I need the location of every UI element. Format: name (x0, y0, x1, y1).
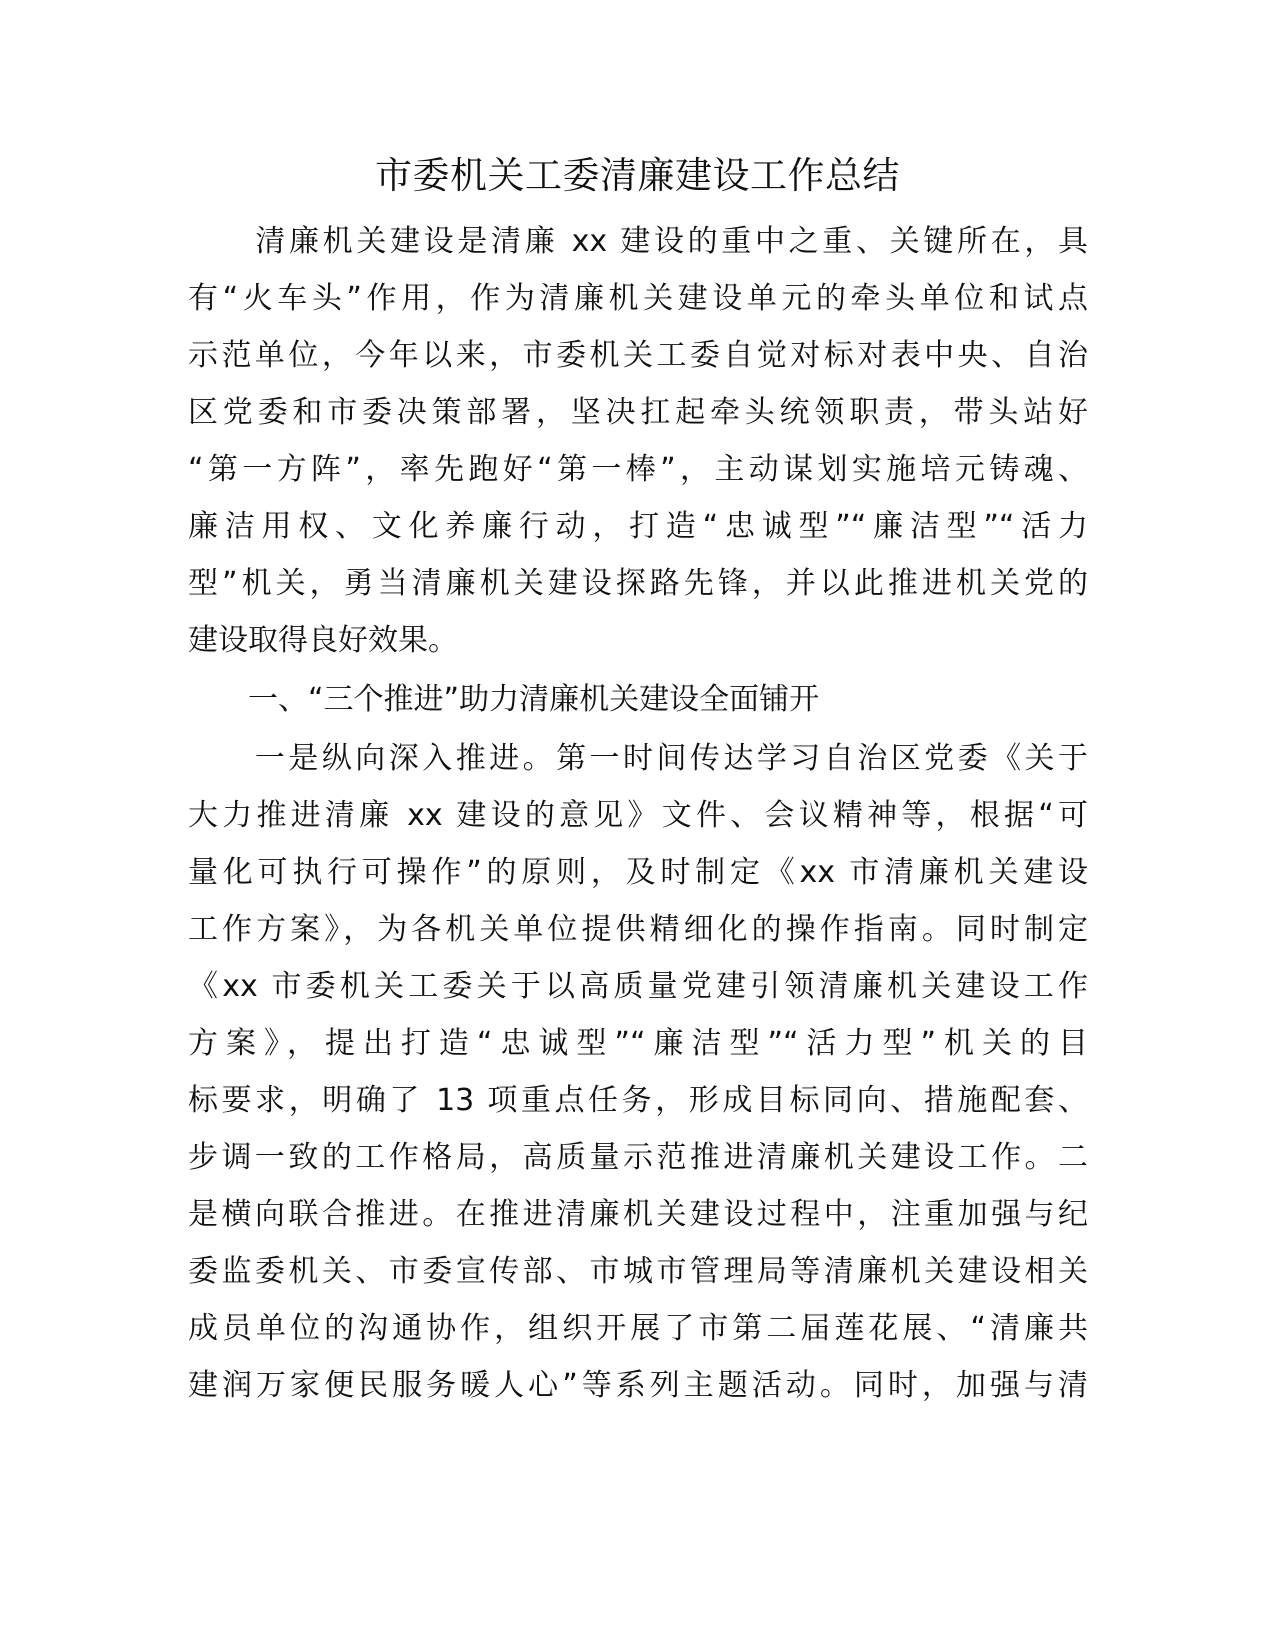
body-line-6: 廉洁用权、文化养廉行动，打造“忠诚型”“廉洁型”“活力 (188, 509, 1088, 544)
body-line-7: 型”机关，勇当清廉机关建设探路先锋，并以此推进机关党的 (188, 566, 1088, 601)
body-line-18: 委监委机关、市委宣传部、市城市管理局等清廉机关建设相关 (188, 1254, 1088, 1289)
body-line-9: 一是纵向深入推进。第一时间传达学习自治区党委《关于 (188, 741, 1088, 776)
body-line-14: 方案》，提出打造“忠诚型”“廉洁型”“活力型”机关的目 (188, 1026, 1088, 1061)
body-line-20: 建润万家便民服务暖人心”等系列主题活动。同时，加强与清 (188, 1368, 1088, 1403)
document-title: 市委机关工委清廉建设工作总结 (375, 154, 900, 197)
body-line-4: 区党委和市委决策部署，坚决扛起牵头统领职责，带头站好 (188, 395, 1088, 430)
body-line-17: 是横向联合推进。在推进清廉机关建设过程中，注重加强与纪 (188, 1197, 1088, 1232)
body-line-3: 示范单位，今年以来，市委机关工委自觉对标对表中央、自治 (188, 338, 1088, 373)
body-line-16: 步调一致的工作格局，高质量示范推进清廉机关建设工作。二 (188, 1140, 1088, 1175)
body-line-5: “第一方阵”，率先跑好“第一棒”，主动谋划实施培元铸魂、 (188, 452, 1088, 487)
body-line-12: 工作方案》，为各机关单位提供精细化的操作指南。同时制定 (188, 912, 1088, 947)
body-line-19: 成员单位的沟通协作，组织开展了市第二届莲花展、“清廉共 (188, 1311, 1088, 1346)
body-line-11: 量化可执行可操作”的原则，及时制定《xx 市清廉机关建设 (188, 855, 1088, 890)
section-heading-1: 一、“三个推进”助力清廉机关建设全面铺开 (188, 682, 820, 717)
body-line-1: 清廉机关建设是清廉 xx 建设的重中之重、关键所在，具 (188, 224, 1088, 259)
body-line-8: 建设取得良好效果。 (188, 623, 458, 658)
body-line-2: 有“火车头”作用，作为清廉机关建设单元的牵头单位和试点 (188, 281, 1088, 316)
body-line-13: 《xx 市委机关工委关于以高质量党建引领清廉机关建设工作 (188, 969, 1088, 1004)
body-line-15: 标要求，明确了 13 项重点任务，形成目标同向、措施配套、 (188, 1083, 1088, 1118)
body-line-10: 大力推进清廉 xx 建设的意见》文件、会议精神等，根据“可 (188, 798, 1088, 833)
